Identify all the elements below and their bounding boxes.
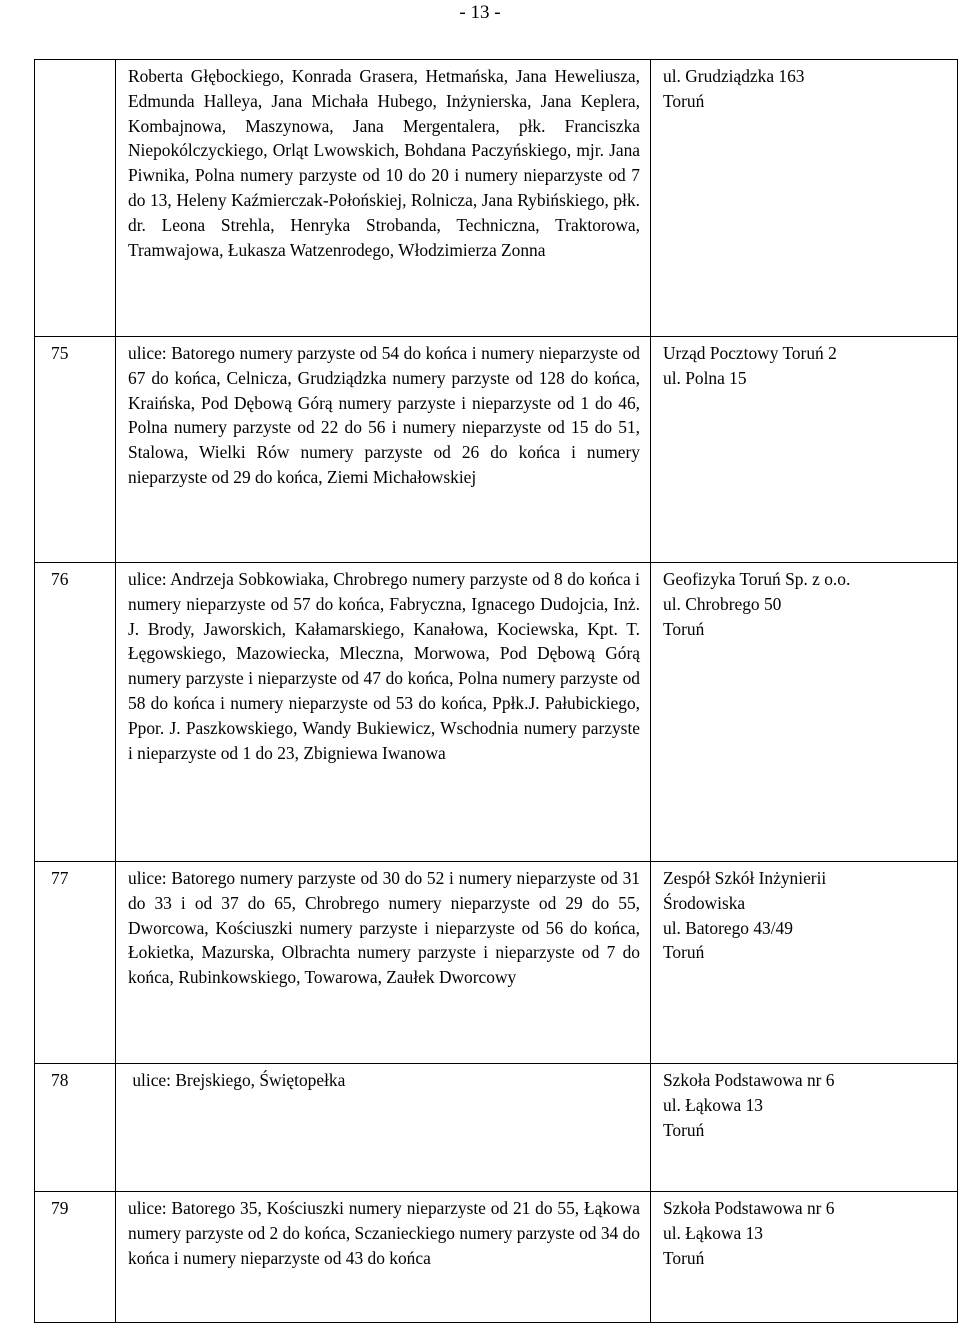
streets-text: ulice: Batorego numery parzyste od 30 do 52 i numery nieparzyste od 31 do 33 i od 37 do 65, Chrobrego numery nieparzyste od 29 do 55, Dworcowa, Kościuszki numery parzyste i nieparzyste od 56 do końca, Łokietka, Mazurska, Olbrachta numery parzyste i nieparzyste od 7 do końca, Rubinkowskiego, Towarowa, Zaułek Dworcowy: [128, 868, 640, 988]
district-streets: [116, 1192, 651, 1323]
district-streets: [116, 862, 651, 1064]
polling-place-line: Toruń: [663, 1119, 705, 1140]
streets-text: ulice: Batorego 35, Kościuszki numery nieparzyste od 21 do 55, Łąkowa numery parzyste od 2 do końca, Sczanieckiego numery parzyste od 34 do końca i numery nieparzyste od 43 do końca: [128, 1198, 640, 1268]
page-number: - 13 -: [459, 2, 501, 23]
streets-text: ulice: Brejskiego, Świętopełka: [128, 1070, 346, 1090]
table-row: [35, 563, 958, 862]
table-row: [35, 337, 958, 563]
district-number: 75: [35, 337, 116, 563]
polling-place-line: Urząd Pocztowy Toruń 2: [663, 343, 837, 363]
polling-place-line: Szkoła Podstawowa nr 6: [663, 1198, 835, 1218]
polling-place: [651, 1064, 958, 1192]
polling-place: [651, 1192, 958, 1323]
polling-place: [651, 60, 958, 337]
district-streets: [116, 1064, 651, 1192]
polling-place-line: Geofizyka Toruń Sp. z o.o.: [663, 569, 851, 589]
district-number: 79: [35, 1192, 116, 1323]
polling-place-line: Toruń: [663, 90, 705, 111]
polling-place-line: Środowiska: [663, 892, 746, 913]
polling-place-line: ul. Batorego 43/49: [663, 917, 793, 938]
polling-place: [651, 337, 958, 563]
district-number: [35, 60, 116, 337]
polling-place: [651, 563, 958, 862]
table-row: [35, 1064, 958, 1192]
district-streets: [116, 60, 651, 337]
district-number: 77: [35, 862, 116, 1064]
table-row: [35, 862, 958, 1064]
polling-place-line: ul. Chrobrego 50: [663, 593, 782, 614]
polling-place-line: ul. Łąkowa 13: [663, 1094, 763, 1115]
polling-place: [651, 862, 958, 1064]
table-row: [35, 1192, 958, 1323]
polling-place-line: Toruń: [663, 1247, 705, 1268]
district-streets: [116, 563, 651, 862]
polling-place-line: Zespół Szkół Inżynierii: [663, 868, 827, 888]
streets-text: Roberta Głębockiego, Konrada Grasera, Hetmańska, Jana Heweliusza, Edmunda Halleya, Jana Michała Hubego, Inżynierska, Jana Keplera, Kombajnowa, Maszynowa, Jana Mergentalera, płk. Franciszka Niepokólczyckiego, Orląt Lwowskich, Bohdana Paczyńskiego, mjr. Jana Piwnika, Polna numery parzyste od 10 do 20 i numery nieparzyste od 7 do 13, Heleny Kaźmierczak-Połońskiej, Rolnicza, Jana Rybińskiego, płk. dr. Leona Strehla, Henryka Strobanda, Techniczna, Traktorowa, Tramwajowa, Łukasza Watzenrodego, Włodzimierza Zonna: [128, 66, 640, 260]
district-number: 76: [35, 563, 116, 862]
polling-place-line: Szkoła Podstawowa nr 6: [663, 1070, 835, 1090]
polling-place-line: Toruń: [663, 942, 705, 963]
polling-place-line: ul. Polna 15: [663, 367, 747, 388]
streets-text: ulice: Andrzeja Sobkowiaka, Chrobrego numery parzyste od 8 do końca i numery nieparzyste od 57 do końca, Fabryczna, Ignacego Dudojcia, Inż. J. Brody, Jaworskich, Kałamarskiego, Kanałowa, Kociewska, Kpt. T. Łęgowskiego, Mazowiecka, Mleczna, Morwowa, Pod Dębową Górą numery parzyste i nieparzyste od 47 do końca, Polna numery parzyste od 58 do końca i numery nieparzyste od 53 do końca, Ppłk.J. Pałubickiego, Ppor. J. Paszkowskiego, Wandy Bukiewicz, Wschodnia numery parzyste i nieparzyste od 1 do 23, Zbigniewa Iwanowa: [128, 569, 640, 763]
polling-place-line: ul. Łąkowa 13: [663, 1222, 763, 1243]
table-row: [35, 60, 958, 337]
electoral-districts-table: [34, 59, 958, 1323]
streets-text: ulice: Batorego numery parzyste od 54 do końca i numery nieparzyste od 67 do końca, Celnicza, Grudziądzka numery parzyste od 128 do końca, Kraińska, Pod Dębową Górą numery parzyste i nieparzyste od 1 do 46, Polna numery parzyste od 22 do 56 i numery nieparzyste od 15 do 51, Stalowa, Wielki Rów numery parzyste od 26 do końca i numery nieparzyste od 29 do końca, Ziemi Michałowskiej: [128, 343, 640, 487]
district-number: 78: [35, 1064, 116, 1192]
district-streets: [116, 337, 651, 563]
polling-place-line: ul. Grudziądzka 163: [663, 66, 805, 86]
polling-place-line: Toruń: [663, 618, 705, 639]
